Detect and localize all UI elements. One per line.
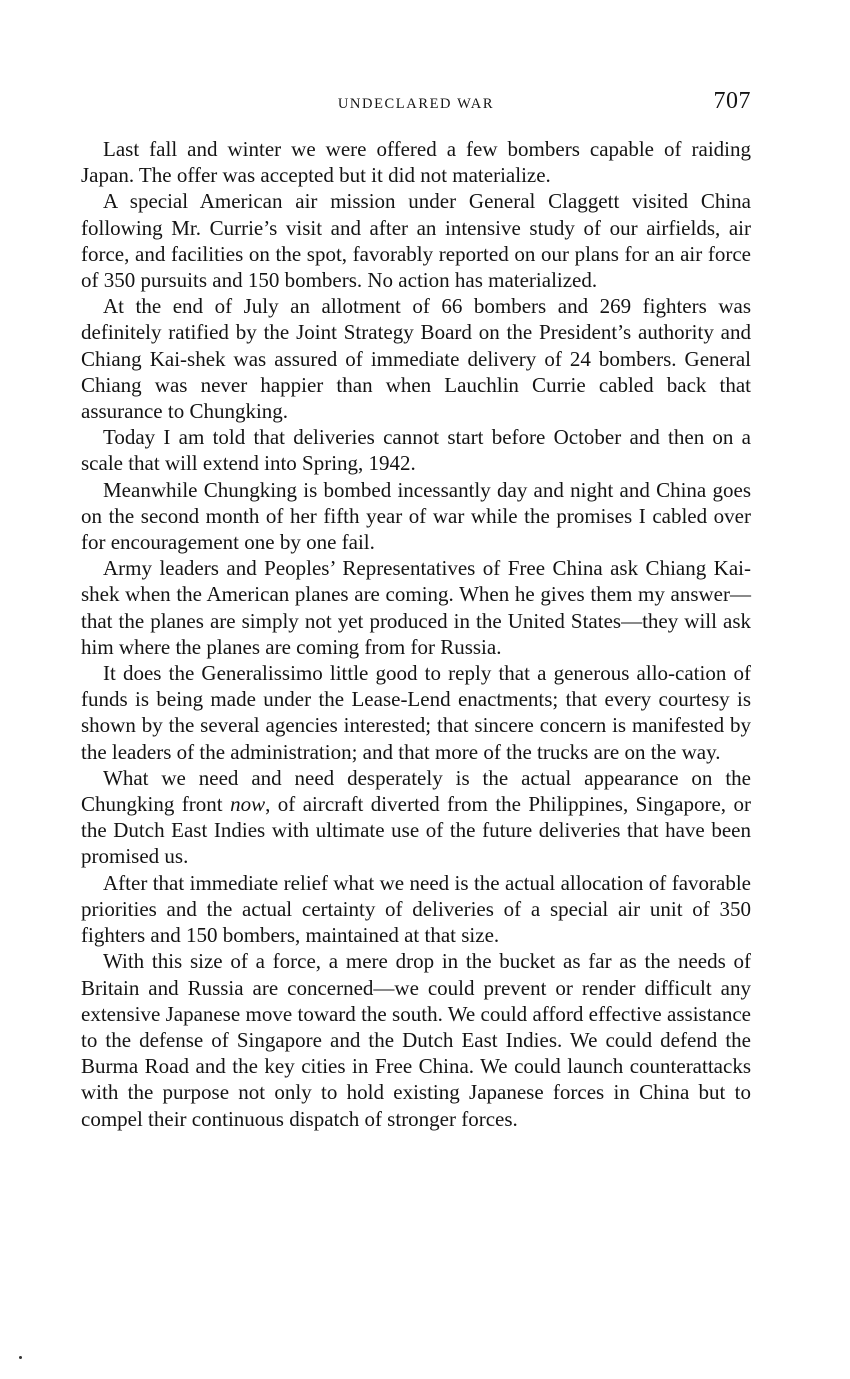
body-text <box>81 136 751 1132</box>
paragraph-3: At the end of July an allotment of 66 bombers and 269 fighters was definitely ratified by the Joint Strategy Board on the President’s authority and Chiang Kai-shek was assured of immediate delivery of 24 bombers. General Chiang was never happier than when Lauchlin Currie cabled back that assurance to Chungking. <box>81 294 751 424</box>
paragraph-9: After that immediate relief what we need is the actual allocation of favorable priorities and the actual certainty of deliveries of a special air unit of 350 fighters and 150 bombers, maintained at that size. <box>81 870 751 948</box>
paragraph-10: With this size of a force, a mere drop in the bucket as far as the needs of Britain and Russia are concerned—we could prevent or render difficult any extensive Japanese move toward the south. We could afford effective assistance to the defense of Singapore and the Dutch East Indies. We could defend the Burma Road and the key cities in Free China. We could launch counterattacks with the purpose not only to hold existing Japanese forces in China but to compel their continuous dispatch of stronger forces. <box>81 949 751 1131</box>
paragraph-8-tail: , of aircraft diverted from the Philippines, Singapore, or the Dutch East Indies with ultimate use of the future deliveries that have been promised us. <box>81 792 751 869</box>
paragraph-5: Meanwhile Chungking is bombed incessantly day and night and China goes on the second month of her fifth year of war while the promises I cabled over for encouragement one by one fail. <box>81 477 751 555</box>
paragraph-6: Army leaders and Peoples’ Representatives of Free China ask Chiang Kai-shek when the American planes are coming. When he gives them my answer—that the planes are simply not yet produced in the United States—they will ask him where the planes are coming from for Russia. <box>81 556 751 659</box>
document-page <box>81 88 751 1132</box>
running-header <box>81 88 751 122</box>
paragraph-8-lead: What we need and need desperately is the actual appearance on the Chungking front <box>81 765 751 817</box>
paragraph-2: A special American air mission under General Claggett visited China following Mr. Currie’s visit and after an intensive study of our airfields, air force, and facilities on the spot, favorably reported on our plans for an air force of 350 pursuits and 150 bombers. No action has materialized. <box>81 189 751 293</box>
page-number: 707 <box>713 88 751 114</box>
paragraph-4: Today I am told that deliveries cannot start before October and then on a scale that will extend into Spring, 1942. <box>81 425 751 476</box>
paragraph-1: Last fall and winter we were offered a few bombers capable of raiding Japan. The offer was accepted but it did not materialize. <box>81 137 751 188</box>
scan-speck <box>19 1356 22 1359</box>
paragraph-8-emphasis: now <box>230 792 266 817</box>
running-title: UNDECLARED WAR <box>337 96 495 112</box>
paragraph-8 <box>81 765 751 870</box>
paragraph-7: It does the Generalissimo little good to reply that a generous allo-cation of funds is being made under the Lease-Lend enactments; that every courtesy is shown by the several agencies interested; that sincere concern is manifested by the leaders of the administration; and that more of the trucks are on the way. <box>81 661 751 764</box>
